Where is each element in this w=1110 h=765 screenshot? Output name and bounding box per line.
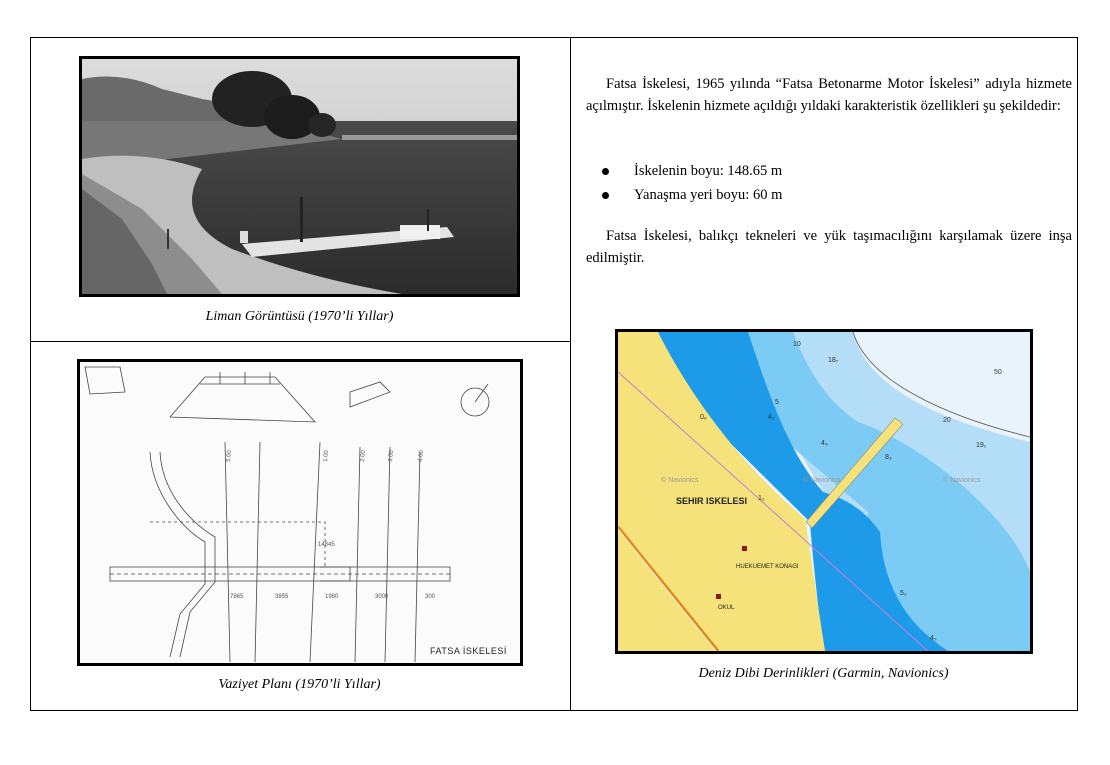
school-icon (716, 594, 721, 599)
depth-sounding: 5₃ (900, 590, 907, 597)
depth-sounding: 1₂ (758, 495, 765, 502)
depth-sounding: 10 (793, 341, 801, 348)
plan-sounding: 5.00 (226, 450, 234, 463)
harbour-photo-graphic (82, 59, 517, 294)
depth-sounding: 4₁ (768, 414, 775, 421)
plan-dimension: 1980 (325, 594, 339, 600)
depth-sounding: 8₃ (885, 454, 892, 461)
poi-label: OKUL (718, 605, 735, 611)
depth-sounding: 18₇ (828, 357, 839, 364)
spec-item-length: İskelenin boyu: 148.65 m (596, 159, 1016, 183)
pier-label: SEHIR ISKELESI (676, 496, 748, 506)
photo-caption: Liman Görüntüsü (1970’li Yıllar) (205, 309, 394, 324)
depth-sounding: 5 (775, 399, 779, 406)
depth-sounding: 4₄ (821, 440, 828, 447)
plan-dimension: 14845 (318, 542, 335, 548)
plan-caption: Vaziyet Planı (1970’li Yıllar) (218, 677, 381, 692)
map-watermark: © Navionics (803, 477, 841, 484)
spec-list (596, 159, 1016, 207)
site-plan (77, 359, 523, 666)
plan-dimension: 3855 (275, 594, 289, 600)
plan-sounding: 1.00 (323, 450, 331, 463)
plan-title-stamp: FATSA İSKELESİ (430, 646, 507, 656)
government-building-icon (742, 546, 747, 551)
depth-chart (615, 329, 1033, 654)
description-paragraph-1: Fatsa İskelesi, 1965 yılında “Fatsa Betonarme Motor İskelesi” adıyla hizmete açılmıştır. İskelenin hizmete açıldığı yıldaki karakteristik özellikleri şu şekildedir: (586, 76, 1072, 114)
spec-item-berth: Yanaşma yeri boyu: 60 m (596, 183, 1016, 207)
map-caption: Deniz Dibi Derinlikleri (Garmin, Navionics) (698, 666, 949, 681)
plan-dimension: 7865 (230, 594, 244, 600)
depth-sounding: 50 (994, 369, 1002, 376)
plan-sounding: 3.00 (388, 450, 396, 463)
harbour-photo (79, 56, 520, 297)
description-paragraph-2: Fatsa İskelesi, balıkçı tekneleri ve yük taşımacılığını karşılamak üzere inşa edilmiştir. (586, 228, 1072, 266)
depth-chart-map (618, 332, 1030, 651)
depth-sounding: 20 (943, 417, 951, 424)
plan-dimension: 3000 (375, 594, 389, 600)
plan-dimension: 300 (425, 594, 436, 600)
map-watermark: © Navionics (943, 477, 981, 484)
depth-sounding: 0₈ (700, 414, 707, 421)
depth-sounding: 4₃ (930, 635, 937, 642)
table-horizontal-rule (31, 341, 570, 342)
table-vertical-rule (570, 38, 571, 710)
plan-sounding: 2.00 (360, 450, 368, 463)
plan-sounding: 4.00 (418, 450, 426, 463)
poi-label: HUEKUEMET KONAGI (736, 564, 799, 570)
site-plan-drawing (80, 362, 520, 663)
depth-sounding: 19₁ (976, 442, 987, 449)
map-watermark: © Navionics (661, 477, 699, 484)
